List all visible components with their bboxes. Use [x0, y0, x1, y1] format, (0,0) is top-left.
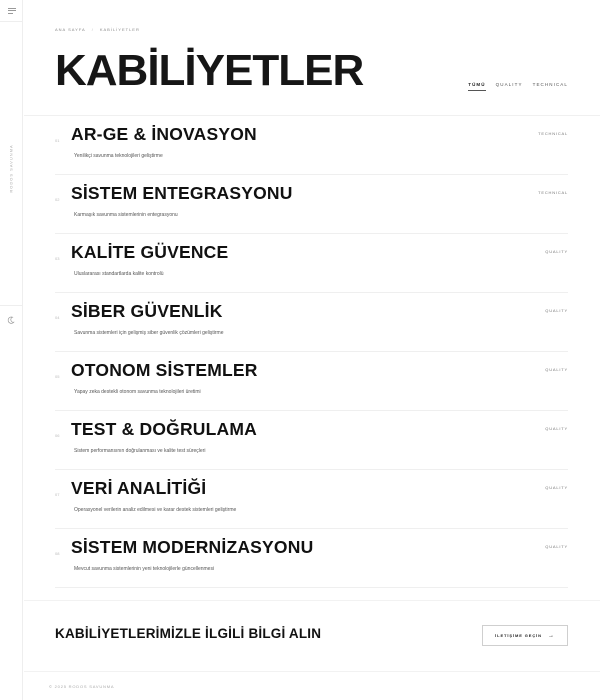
arrow-right-icon: → — [547, 632, 555, 639]
capability-item[interactable] — [55, 293, 568, 352]
cta-title: KABİLİYETLERİMİZLE İLGİLİ BİLGİ ALIN — [55, 626, 322, 641]
contact-button-label: İLETİŞİME GEÇİN — [495, 633, 542, 638]
item-title: KALİTE GÜVENCE — [71, 242, 229, 262]
capability-item[interactable] — [55, 175, 568, 234]
item-number: 08 — [55, 551, 60, 556]
item-title: TEST & DOĞRULAMA — [71, 419, 257, 439]
item-tag: QUALITY — [545, 485, 568, 490]
breadcrumb-home-link[interactable]: ANA SAYFA — [55, 27, 86, 32]
item-number: 06 — [55, 433, 60, 438]
item-number: 05 — [55, 374, 60, 379]
brand-vertical-label — [6, 138, 16, 198]
breadcrumb — [55, 27, 140, 32]
cta-divider — [24, 600, 600, 601]
tab-quality[interactable]: QUALITY — [495, 82, 523, 87]
filter-tabs — [468, 82, 568, 91]
capability-item[interactable] — [55, 352, 568, 411]
item-tag: QUALITY — [545, 249, 568, 254]
page-title: KABİLİYETLER — [55, 46, 364, 95]
footer-copyright: © 2025 RODOS SAVUNMA — [49, 684, 115, 689]
item-title: SİBER GÜVENLİK — [71, 301, 223, 321]
hamburger-menu-icon — [8, 8, 16, 14]
tab-all[interactable]: TÜMÜ — [468, 82, 485, 91]
capabilities-list — [55, 116, 568, 588]
item-title: AR-GE & İNOVASYON — [71, 124, 257, 144]
theme-toggle-button[interactable] — [6, 312, 16, 322]
menu-button[interactable] — [0, 0, 23, 22]
item-title: SİSTEM ENTEGRASYONU — [71, 183, 293, 203]
item-number: 03 — [55, 256, 60, 261]
item-tag: TECHNICAL — [538, 190, 568, 195]
capability-item[interactable] — [55, 529, 568, 588]
item-title: OTONOM SİSTEMLER — [71, 360, 258, 380]
sidebar-divider — [0, 305, 23, 306]
tab-technical[interactable]: TECHNICAL — [532, 82, 568, 87]
item-tag: QUALITY — [545, 544, 568, 549]
item-number: 01 — [55, 138, 60, 143]
item-tag: TECHNICAL — [538, 131, 568, 136]
sidebar — [0, 0, 23, 700]
item-description: Sistem performansının doğrulanması ve kalite test süreçleri — [74, 448, 206, 454]
item-tag: QUALITY — [545, 308, 568, 313]
breadcrumb-separator: / — [91, 27, 94, 32]
item-number: 04 — [55, 315, 60, 320]
item-description: Yapay zeka destekli otonom savunma teknolojileri üretimi — [74, 389, 201, 395]
capability-item[interactable] — [55, 234, 568, 293]
item-description: Yenilikçi savunma teknolojileri geliştirme — [74, 153, 163, 159]
capability-item[interactable] — [55, 470, 568, 529]
item-tag: QUALITY — [545, 367, 568, 372]
item-title: SİSTEM MODERNİZASYONU — [71, 537, 314, 557]
item-description: Uluslararası standartlarda kalite kontrolü — [74, 271, 164, 277]
item-number: 02 — [55, 197, 60, 202]
moon-icon — [6, 315, 16, 325]
item-description: Savunma sistemleri için gelişmiş siber güvenlik çözümleri geliştirme — [74, 330, 224, 336]
item-description: Mevcut savunma sistemlerinin yeni teknolojilerle güncellenmesi — [74, 566, 215, 572]
item-description: Karmaşık savunma sistemlerinin entegrasyonu — [74, 212, 178, 218]
capability-item[interactable] — [55, 116, 568, 175]
breadcrumb-current: KABİLİYETLER — [99, 27, 140, 32]
item-number: 07 — [55, 492, 60, 497]
brand-vertical-text: RODOS SAVUNMA — [8, 143, 14, 193]
item-description: Operasyonel verilerin analiz edilmesi ve karar destek sistemleri geliştirme — [74, 507, 237, 513]
contact-button[interactable] — [482, 625, 568, 646]
capability-item[interactable] — [55, 411, 568, 470]
item-title: VERİ ANALİTİĞİ — [71, 478, 207, 498]
item-tag: QUALITY — [545, 426, 568, 431]
footer-divider — [24, 671, 600, 672]
